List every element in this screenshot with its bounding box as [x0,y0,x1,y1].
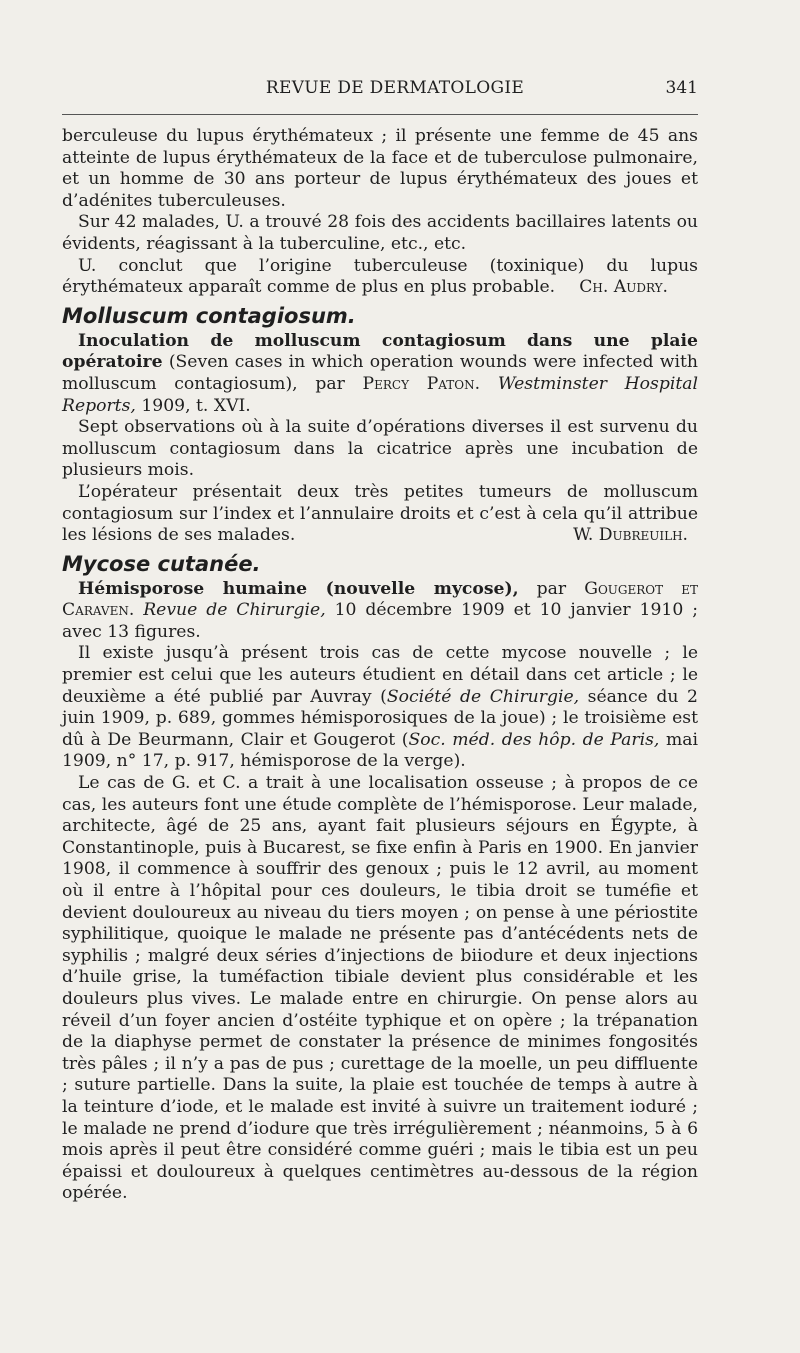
paragraph: Sept observations où à la suite d’opérations diverses il est survenu du molluscum contagiosum dans la cicatrice après une incubation de plusieurs mois. [62,417,698,481]
by-word: par [518,578,585,599]
text-run: mai 1909, n° 17, p. 917, hémisporose de la verge). [62,729,698,772]
article-author: Percy Paton. [362,373,481,394]
section-heading: Mycose cutanée. [62,551,261,576]
page-number: 341 [665,78,698,98]
reference-details: 10 décembre 1909 et 10 janvier 1910 ; avec 13 figures. [62,600,699,642]
body-text [62,126,698,1205]
reference-details: 1909, t. XVI. [135,395,251,416]
signature: Ch. Audry. [579,277,668,298]
section-heading: Molluscum contagiosum. [62,303,356,328]
journal-name: Revue de Chirurgie, [134,600,326,621]
header-rule [62,114,698,115]
paragraph: Le cas de G. et C. a trait à une localisation osseuse ; à propos de ce cas, les auteurs font une étude complète de l’hémisporose. Leur malade, architecte, âgé de 25 ans, ayant fait plusieurs séjours en Égypte, à Constantinople, puis à Bucarest, se fixe enfin à Paris en 1900. En janvier 1908, il commence à souffrir des genoux ; puis le 12 avril, au moment où il entre à l’hôpital pour ces douleurs, le tibia droit se tuméfie et devient douloureux au niveau du tiers moyen ; on pense à une périostite syphilitique, quoique le malade ne présente pas d’antécédents nets de syphilis ; malgré deux séries d’injections de biiodure et deux injections d’huile grise, la tuméfaction tibiale devient plus considérable et les douleurs plus vives. Le malade entre en chirurgie. On pense alors au réveil d’un foyer ancien d’ostéite typhique et on opère ; la trépanation de la diaphyse permet de constater la présence de minimes fongosités très pâles ; il n’y a pas de pus ; curettage de la moelle, un peu diffluente ; suture partielle. Dans la suite, la plaie est touchée de temps à autre à la teinture d’iode, et le malade est invité à suivre un traitement ioduré ; le malade ne prend d’iodure que très irrégulièrement ; néanmoins, 5 à 6 mois après il peut être considéré comme guéri ; mais le tibia est un peu épaissi et douloureux à quelques centimètres au-dessous de la région opérée. [62,773,698,1204]
text-run: Il existe jusqu’à présent trois cas de cette mycose nouvelle ; le premier est celui que les auteurs étudient en détail dans cet article ; le deuxième a été publié par Auvray ( [62,643,698,707]
paragraph [62,643,698,773]
article-authors: Gougerot et Caraven. [62,578,698,621]
article-title: Hémisporose humaine (nouvelle mycose), [78,578,519,599]
page-header [62,78,698,104]
journal-name: Westminster Hospital Reports, [62,373,698,416]
citation-italic: Société de Chirurgie, [386,686,580,707]
article-title: Inoculation de molluscum contagiosum dans une plaie opératoire [62,330,698,373]
article-reference [62,331,698,417]
signature: W. Dubreuilh. [573,525,688,546]
citation-italic: Soc. méd. des hôp. de Paris, [408,729,660,750]
paragraph: Sur 42 malades, U. a trouvé 28 fois des accidents bacillaires latents ou évidents, réagissant à la tuberculine, etc., etc. [62,212,698,254]
running-title: REVUE DE DERMATOLOGIE [265,78,525,98]
paragraph-text: U. conclut que l’origine tuberculeuse (toxinique) du lupus érythémateux apparaît comme de plus en plus probable. [62,255,698,298]
article-subtitle: (Seven cases in which operation wounds were infected with molluscum contagiosum), par [62,352,698,394]
text-run: séance du 2 juin 1909, p. 689, gommes hémisporosiques de la joue) ; le troisième est dû à De Beurmann, Clair et Gougerot ( [62,686,698,750]
paragraph: berculeuse du lupus érythémateux ; il présente une femme de 45 ans atteinte de lupus érythémateux de la face et de tuberculose pulmonaire, et un homme de 30 ans porteur de lupus érythémateux des joues et d’adénites tuberculeuses. [62,126,698,211]
paragraph: L’opérateur présentait deux très petites tumeurs de molluscum contagiosum sur l’index et l’annulaire droits et c’est à cela qu’il attribue les lésions de ses malades. [62,481,698,546]
article-reference [62,579,698,644]
